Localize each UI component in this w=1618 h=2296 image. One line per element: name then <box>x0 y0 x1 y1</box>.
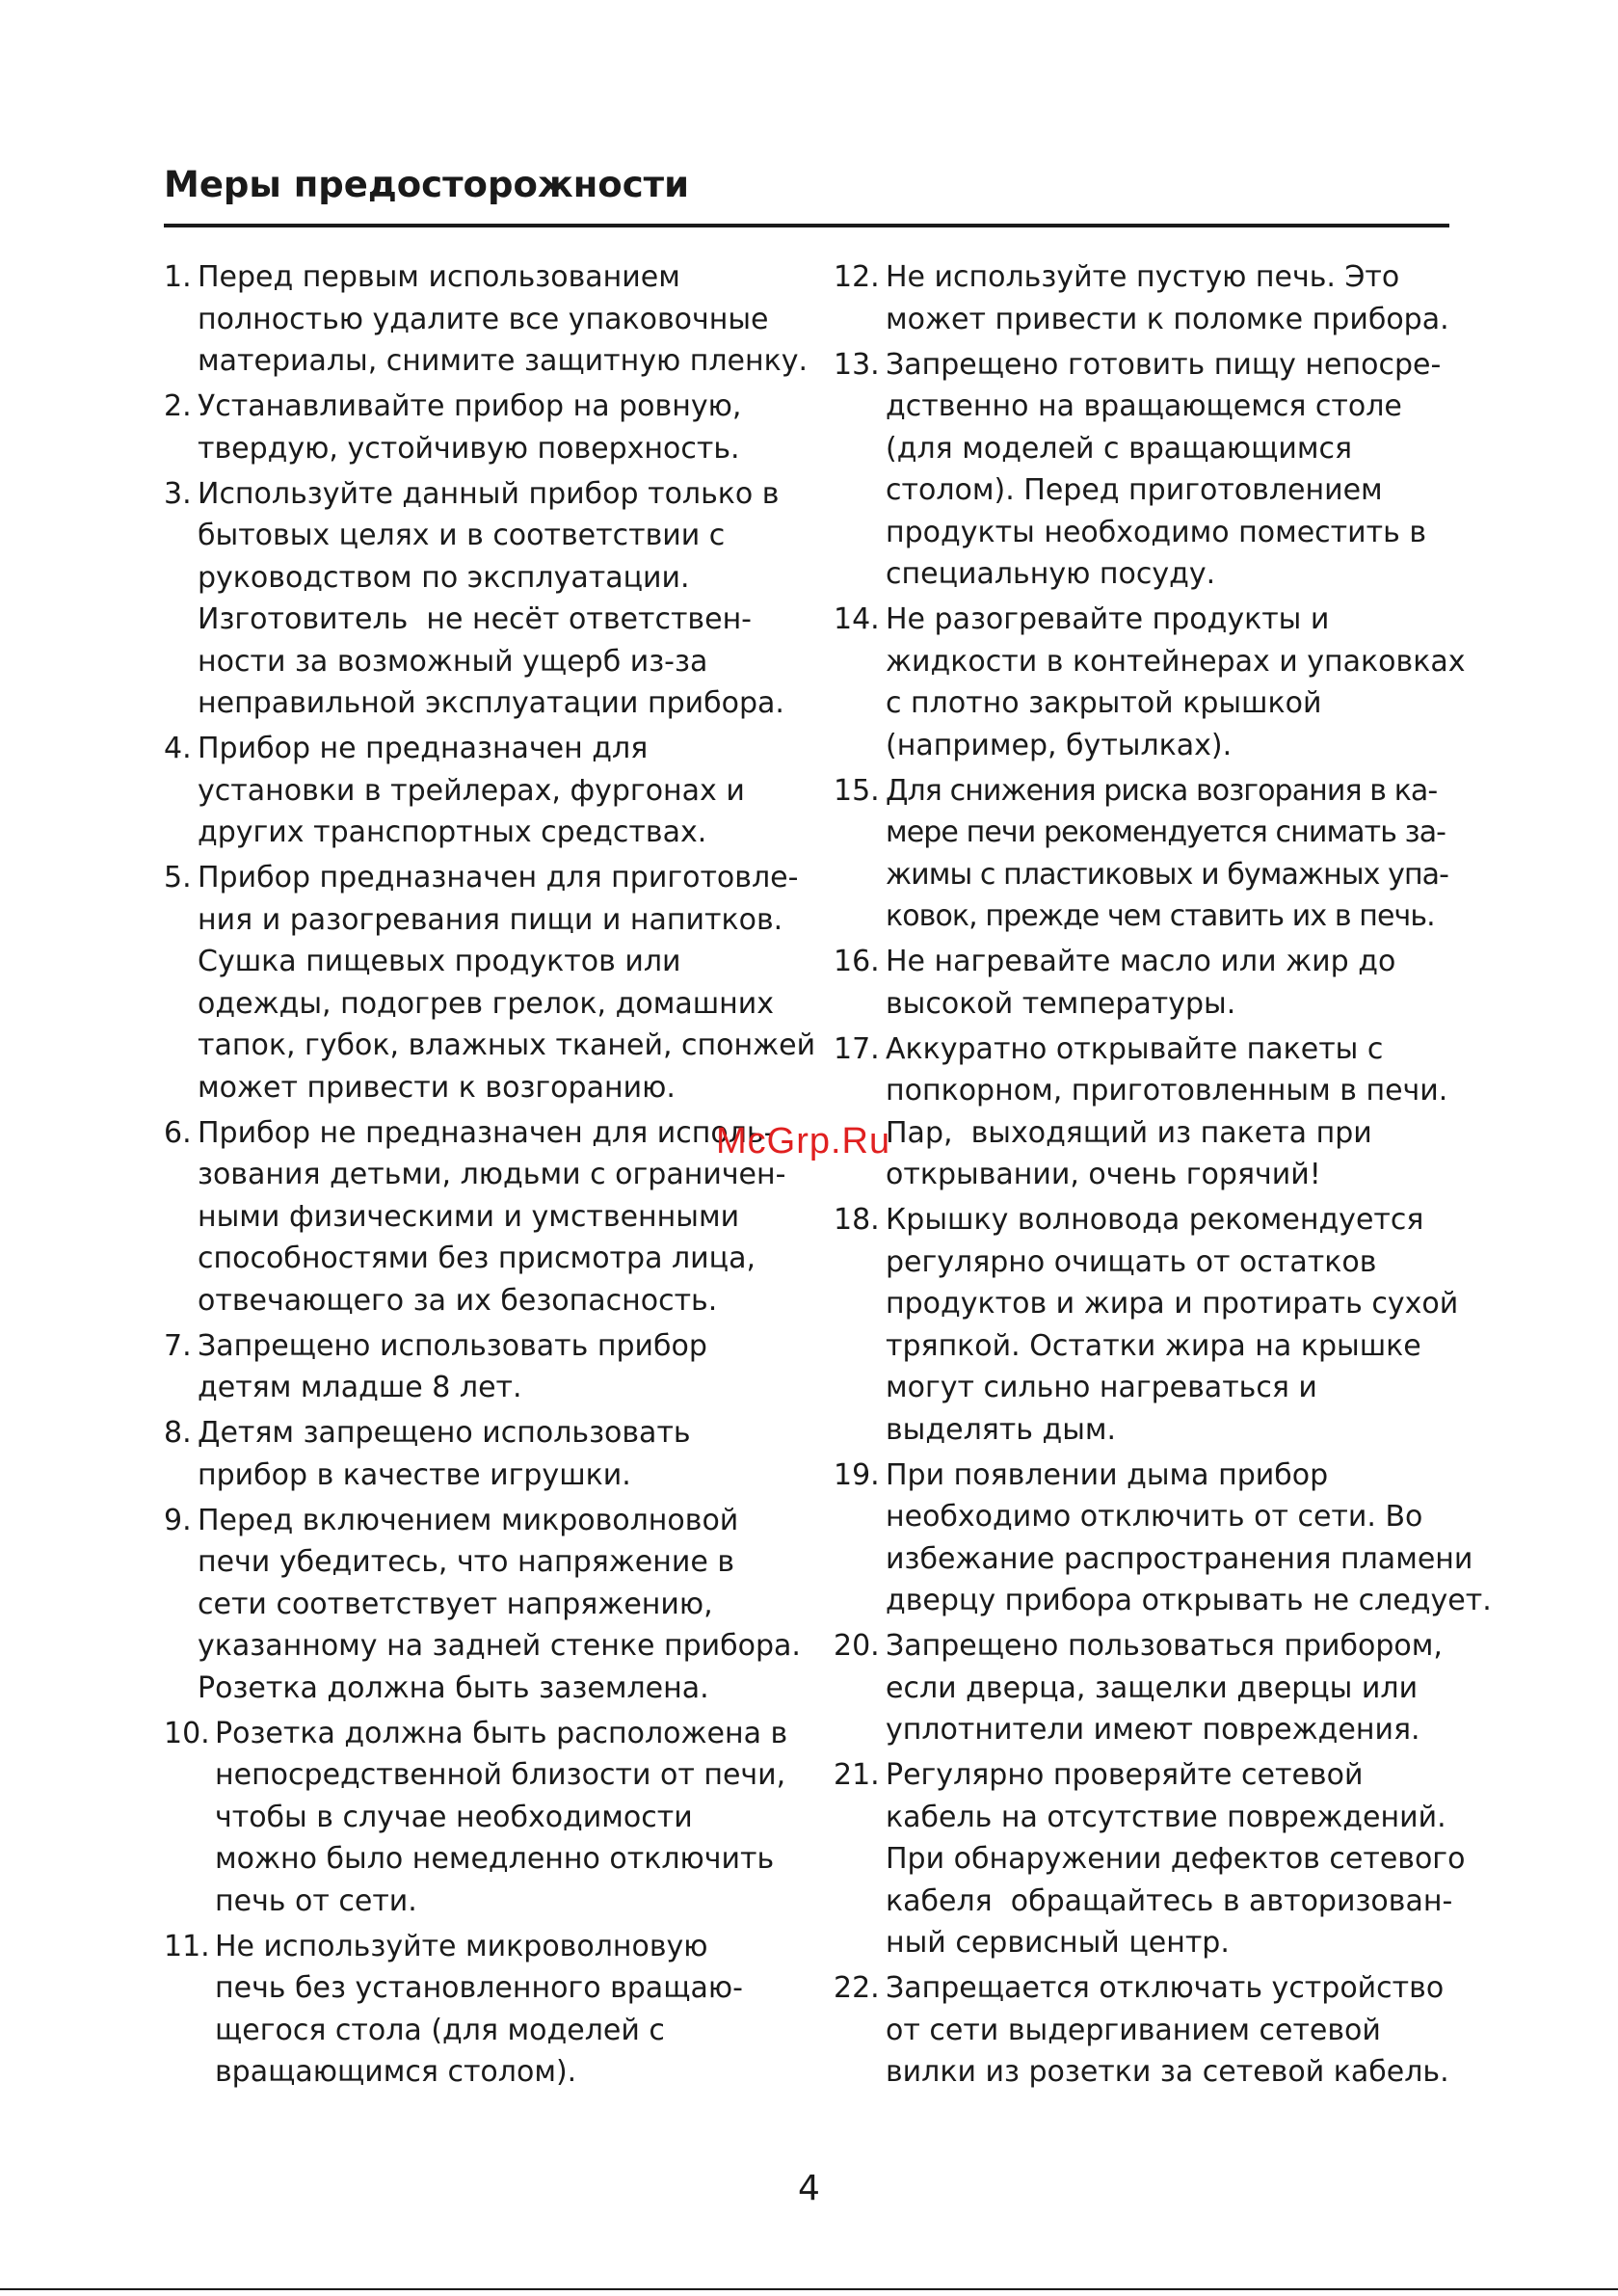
item-number: 17. <box>834 1031 880 1066</box>
item-text-line: одежды, подогрев грелок, домашних <box>198 986 775 1021</box>
item-text-line: жимы с пластиковых и бумажных упа- <box>886 857 1449 892</box>
precaution-item <box>164 1412 790 1496</box>
item-number: 6. <box>164 1115 192 1150</box>
item-number: 4. <box>164 732 192 765</box>
precaution-item <box>834 344 1460 596</box>
item-text-line: уплотнители имеют повреждения. <box>886 1713 1420 1747</box>
item-text-line: прибор в качестве игрушки. <box>198 1457 631 1492</box>
item-text-line: Не используйте пустую печь. Это <box>886 260 1400 294</box>
precaution-item <box>834 1967 1460 2094</box>
item-text-line: кабель на отсутствие повреждений. <box>886 1800 1446 1834</box>
item-text-line: ковок, прежде чем ставить их в печь. <box>886 899 1435 933</box>
item-text-line: указанному на задней стенке прибора. <box>198 1629 801 1663</box>
item-text-line: необходимо отключить от сети. Во <box>886 1500 1423 1534</box>
item-number: 3. <box>164 476 192 511</box>
item-text-line: печи убедитесь, что напряжение в <box>198 1545 735 1579</box>
item-text-line: столом). Перед приготовлением <box>886 473 1383 507</box>
item-text-line: Прибор предназначен для приготовле- <box>198 861 799 894</box>
item-number: 15. <box>834 773 880 808</box>
precaution-item <box>164 728 790 854</box>
item-number: 21. <box>834 1758 880 1792</box>
precaution-item <box>164 1713 790 1923</box>
item-text-line: сети соответствует напряжению, <box>198 1587 713 1621</box>
item-text-line: печь без установленного вращаю- <box>215 1971 743 2005</box>
item-text <box>886 1625 1460 1751</box>
item-text-line: твердую, устойчивую поверхность. <box>198 431 740 466</box>
item-text-line: Устанавливайте прибор на ровную, <box>198 389 742 423</box>
item-text-line: ния и разогревания пищи и напитков. <box>198 902 783 937</box>
item-text <box>198 386 790 469</box>
item-text-line: может привести к возгоранию. <box>198 1070 676 1105</box>
item-text-line: При обнаружении дефектов сетевого <box>886 1842 1466 1876</box>
precaution-item <box>164 857 816 1108</box>
item-text <box>886 1754 1465 1964</box>
item-text-line: Пар, выходящий из пакета при <box>886 1115 1372 1150</box>
item-text-line: Для снижения риска возгорания в ка- <box>886 773 1438 808</box>
item-text <box>215 1713 790 1923</box>
item-number: 5. <box>164 861 192 894</box>
item-text-line: кабеля обращайтесь в авторизован- <box>886 1883 1453 1918</box>
item-number: 11. <box>164 1929 210 1963</box>
item-text-line: Не разогревайте продукты и <box>886 602 1330 636</box>
item-number: 12. <box>834 260 880 294</box>
item-text <box>886 1455 1492 1622</box>
item-text-line: Крышку волновода рекомендуется <box>886 1203 1424 1237</box>
item-text-line: неправильной эксплуатации прибора. <box>198 686 784 720</box>
item-text-line: от сети выдергиванием сетевой <box>886 2013 1381 2047</box>
item-text-line: регулярно очищать от остатков <box>886 1244 1377 1279</box>
item-text-line: вращающимся столом). <box>215 2055 577 2089</box>
item-text-line: с плотно закрытой крышкой <box>886 686 1322 720</box>
item-text-line: установки в трейлерах, фургонах и <box>198 773 745 808</box>
item-number: 20. <box>834 1629 880 1663</box>
item-text <box>886 256 1460 340</box>
item-text <box>198 1500 801 1710</box>
item-text <box>198 473 790 725</box>
item-text-line: детям младше 8 лет. <box>198 1371 522 1404</box>
item-text-line: Сушка пищевых продуктов или <box>198 945 681 978</box>
item-text-line: Розетка должна быть расположена в <box>215 1716 788 1750</box>
item-text <box>886 1967 1460 2094</box>
item-text <box>198 728 790 854</box>
item-text-line: могут сильно нагреваться и <box>886 1371 1317 1404</box>
item-text-line: Детям запрещено использовать <box>198 1416 691 1450</box>
item-text-line: ности за возможный ущерб из-за <box>198 644 708 679</box>
item-text-line: открывании, очень горячий! <box>886 1158 1321 1191</box>
item-number: 16. <box>834 945 880 978</box>
item-text-line: мере печи рекомендуется снимать за- <box>886 815 1446 849</box>
precaution-item <box>834 770 1460 938</box>
item-text-line: попкорном, приготовленным в печи. <box>886 1074 1448 1108</box>
item-text-line: жидкости в контейнерах и упаковках <box>886 644 1466 679</box>
item-text-line: Регулярно проверяйте сетевой <box>886 1758 1364 1792</box>
item-text-line: Изготовитель не несёт ответствен- <box>198 602 753 636</box>
item-text-line: (для моделей с вращающимся <box>886 431 1353 466</box>
item-text-line: Перед включением микроволновой <box>198 1503 739 1537</box>
item-text-line: Используйте данный прибор только в <box>198 476 780 511</box>
item-text-line: тапок, губок, влажных тканей, спонжей <box>198 1028 816 1062</box>
bottom-border <box>0 2288 1618 2290</box>
precaution-item <box>164 1500 801 1710</box>
title-underline <box>164 224 1449 227</box>
item-text-line: При появлении дыма прибор <box>886 1457 1329 1492</box>
item-text-line: продукты необходимо поместить в <box>886 515 1427 549</box>
item-text-line: выделять дым. <box>886 1412 1117 1447</box>
item-text <box>198 256 808 383</box>
item-text-line: отвечающего за их безопасность. <box>198 1283 718 1318</box>
item-text-line: если дверца, защелки дверцы или <box>886 1670 1419 1705</box>
precaution-item <box>834 941 1460 1025</box>
item-text <box>215 1926 790 2094</box>
page-number: 4 <box>798 2169 820 2208</box>
precaution-item <box>834 1199 1460 1451</box>
item-text-line: ный сервисный центр. <box>886 1926 1230 1960</box>
precaution-item <box>164 1325 790 1409</box>
item-text <box>886 1028 1460 1196</box>
item-text-line: продуктов и жира и протирать сухой <box>886 1287 1459 1321</box>
item-text-line: материалы, снимите защитную пленку. <box>198 344 809 378</box>
item-text-line: ными физическими и умственными <box>198 1199 740 1234</box>
item-text-line: Не используйте микроволновую <box>215 1929 708 1963</box>
item-text-line: Запрещено использовать прибор <box>198 1328 707 1363</box>
item-text-line: может привести к поломке прибора. <box>886 302 1449 336</box>
item-text <box>886 941 1460 1025</box>
item-text-line: чтобы в случае необходимости <box>215 1800 693 1834</box>
precaution-item <box>834 599 1466 766</box>
precaution-item <box>164 386 790 469</box>
item-text-line: Прибор не предназначен для исполь- <box>198 1115 775 1150</box>
item-text-line: Запрещается отключать устройство <box>886 1971 1445 2005</box>
item-text-line: щегося стола (для моделей с <box>215 2013 665 2047</box>
item-text-line: Запрещено пользоваться прибором, <box>886 1629 1443 1663</box>
item-text-line: Прибор не предназначен для <box>198 732 649 765</box>
item-number: 13. <box>834 347 880 382</box>
item-number: 8. <box>164 1416 192 1450</box>
precaution-item <box>164 473 790 725</box>
item-number: 19. <box>834 1457 880 1492</box>
item-number: 14. <box>834 602 880 636</box>
item-text-line: избежание распространения пламени <box>886 1541 1473 1576</box>
watermark: McGrp.Ru <box>716 1121 891 1161</box>
item-text-line: Аккуратно открывайте пакеты с <box>886 1031 1384 1066</box>
item-text <box>886 1199 1460 1451</box>
item-text <box>886 344 1460 596</box>
item-text-line: дственно на вращающемся столе <box>886 389 1402 423</box>
item-text <box>886 770 1460 938</box>
item-text-line: других транспортных средствах. <box>198 815 707 849</box>
item-text-line: вилки из розетки за сетевой кабель. <box>886 2055 1449 2089</box>
item-number: 2. <box>164 389 192 423</box>
item-text-line: Розетка должна быть заземлена. <box>198 1670 709 1705</box>
page-title: Меры предосторожности <box>164 164 689 205</box>
item-text <box>198 1112 790 1322</box>
item-number: 7. <box>164 1328 192 1363</box>
item-text-line: специальную посуду. <box>886 557 1216 591</box>
item-text-line: (например, бутылках). <box>886 728 1233 762</box>
item-text-line: печь от сети. <box>215 1883 417 1918</box>
item-text <box>886 599 1465 766</box>
precaution-item <box>834 1028 1460 1196</box>
precaution-item <box>834 1625 1460 1751</box>
item-text-line: способностями без присмотра лица, <box>198 1241 756 1275</box>
precaution-item <box>164 1926 790 2094</box>
item-number: 1. <box>164 260 192 294</box>
item-text-line: высокой температуры. <box>886 986 1236 1021</box>
item-number: 9. <box>164 1503 192 1537</box>
item-text <box>198 1412 790 1496</box>
precaution-item <box>164 256 809 383</box>
precaution-item <box>834 1754 1466 1964</box>
item-text-line: Не нагревайте масло или жир до <box>886 945 1396 978</box>
item-text-line: можно было немедленно отключить <box>215 1842 775 1876</box>
item-text-line: руководством по эксплуатации. <box>198 560 690 595</box>
item-text <box>198 1325 790 1409</box>
item-text-line: дверцу прибора открывать не следует. <box>886 1584 1492 1617</box>
item-text-line: Запрещено готовить пищу непосре- <box>886 347 1442 382</box>
precaution-item <box>834 256 1460 340</box>
precautions-list-right <box>834 256 1492 2096</box>
item-text-line: Перед первым использованием <box>198 260 680 294</box>
item-text <box>198 857 815 1108</box>
item-text-line: полностью удалите все упаковочные <box>198 302 769 336</box>
item-text-line: непосредственной близости от печи, <box>215 1758 786 1792</box>
precaution-item <box>164 1112 790 1322</box>
item-number: 10. <box>164 1716 210 1750</box>
item-text-line: зования детьми, людьми с ограничен- <box>198 1158 786 1191</box>
item-text-line: бытовых целях и в соответствии с <box>198 519 726 552</box>
item-number: 18. <box>834 1203 880 1237</box>
item-text-line: тряпкой. Остатки жира на крышке <box>886 1328 1421 1363</box>
precaution-item <box>834 1455 1492 1622</box>
item-number: 22. <box>834 1971 880 2005</box>
